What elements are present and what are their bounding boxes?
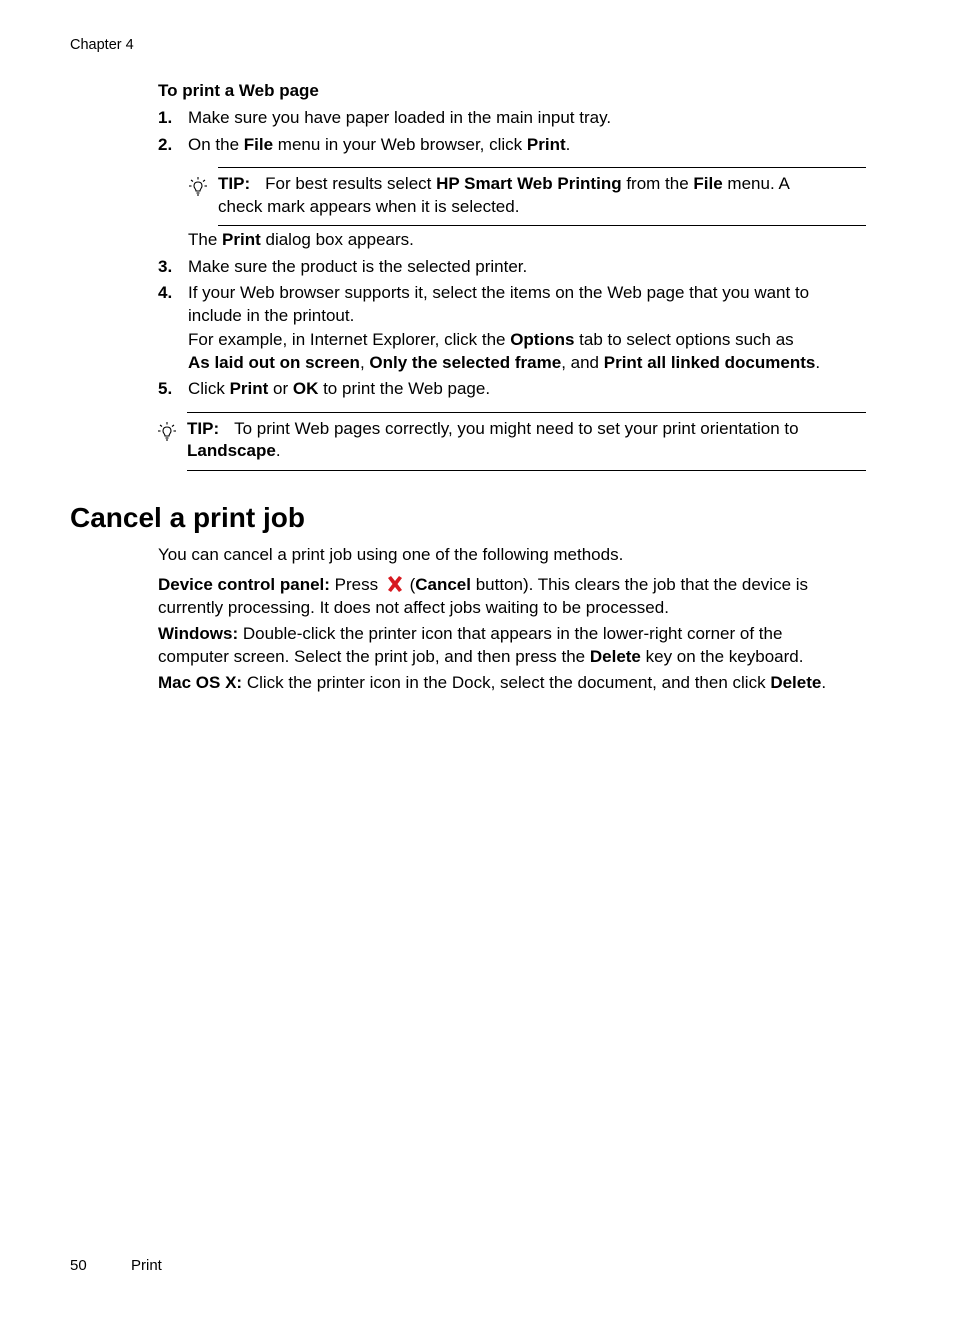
step-3-text: Make sure the product is the selected printer. — [188, 257, 528, 276]
device-control-panel-line-2: currently processing. It does not affect jobs waiting to be processed. — [158, 598, 669, 617]
tip-top-rule — [218, 167, 866, 168]
step-2-text: On the File menu in your Web browser, click Print. — [188, 135, 571, 154]
windows-line-1: Windows: Double-click the printer icon that appears in the lower-right corner of the — [158, 624, 783, 643]
step-number: 1. — [158, 108, 173, 127]
step-number: 3. — [158, 257, 173, 276]
cancel-x-icon — [386, 575, 404, 593]
tip-top-rule — [187, 412, 866, 413]
step-4-line-3: For example, in Internet Explorer, click the Options tab to select options such as — [188, 330, 794, 349]
step-4-line-4: As laid out on screen, Only the selected frame, and Print all linked documents. — [188, 353, 821, 372]
step-4-line-2: include in the printout. — [188, 306, 355, 325]
procedure-title: To print a Web page — [158, 81, 319, 100]
tip-bottom-rule — [218, 225, 866, 226]
dialog-appears-text: The Print dialog box appears. — [188, 230, 414, 249]
tip-1-line-1: TIP: For best results select HP Smart Web Printing from the File menu. A — [218, 174, 790, 193]
page-number: 50 — [70, 1257, 87, 1274]
step-4-line-1: If your Web browser supports it, select the items on the Web page that you want to — [188, 283, 810, 302]
lightbulb-icon — [188, 176, 208, 198]
running-header: Chapter 4 — [70, 37, 134, 53]
tip-label: TIP: — [218, 174, 251, 193]
tip-2-line-2: Landscape. — [187, 441, 281, 460]
windows-line-2: computer screen. Select the print job, and then press the Delete key on the keyboard. — [158, 647, 804, 666]
step-number: 2. — [158, 135, 173, 154]
step-number: 5. — [158, 379, 173, 398]
tip-bottom-rule — [187, 470, 866, 471]
tip-2-line-1: TIP: To print Web pages correctly, you might need to set your print orientation to — [187, 419, 799, 438]
footer-section-name: Print — [131, 1257, 162, 1274]
step-number: 4. — [158, 283, 173, 302]
lightbulb-icon — [157, 421, 177, 443]
device-control-panel-line-1: Device control panel: Press (Cancel button). This clears the job that the device is — [158, 575, 809, 594]
step-1-text: Make sure you have paper loaded in the main input tray. — [188, 108, 612, 127]
tip-label: TIP: — [187, 419, 220, 438]
mac-os-x-line: Mac OS X: Click the printer icon in the Dock, select the document, and then click Delete. — [158, 673, 827, 692]
section-title: Cancel a print job — [70, 502, 305, 533]
section-intro: You can cancel a print job using one of the following methods. — [158, 545, 624, 564]
step-5-text: Click Print or OK to print the Web page. — [188, 379, 491, 398]
tip-1-line-2: check mark appears when it is selected. — [218, 197, 520, 216]
